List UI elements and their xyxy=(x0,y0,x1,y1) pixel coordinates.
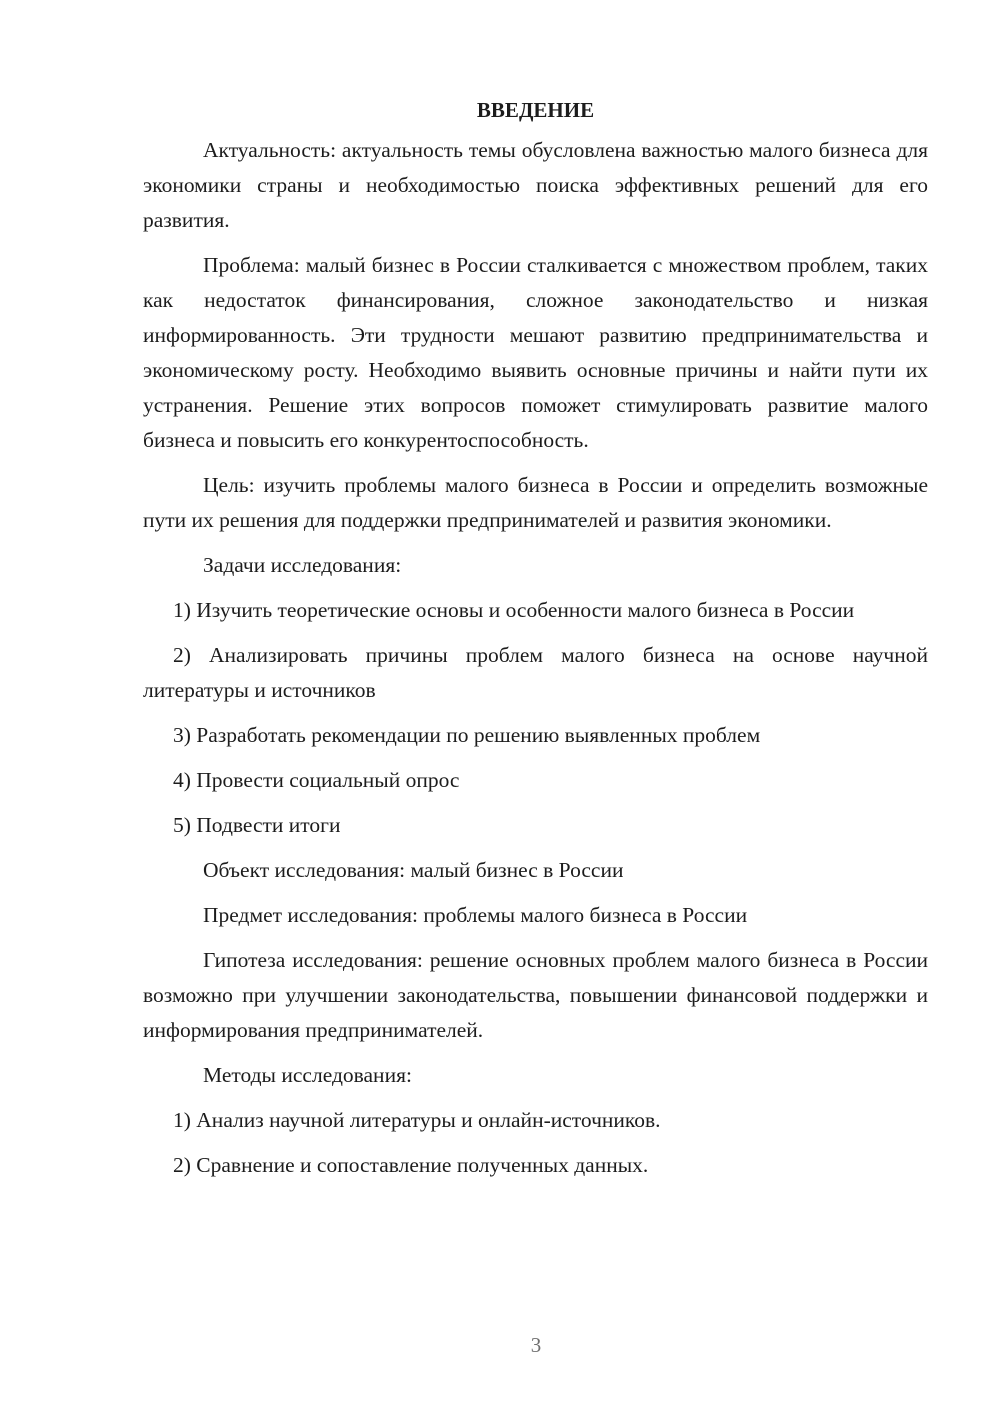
page-number: 3 xyxy=(530,1333,542,1357)
document-page xyxy=(143,92,928,1183)
page-title: ВВЕДЕНИЕ xyxy=(476,98,595,122)
tasks-title: Задачи исследования: xyxy=(203,553,402,577)
task-item: 1) Изучить теоретические основы и особенности малого бизнеса в России xyxy=(173,598,855,622)
goal-paragraph: Цель: изучить проблемы малого бизнеса в России и определить возможные пути их решения для поддержки предпринимателей и развития экономики. xyxy=(143,473,928,532)
task-item: 5) Подвести итоги xyxy=(173,813,341,837)
method-item: 2) Сравнение и сопоставление полученных данных. xyxy=(173,1153,649,1177)
task-item: 4) Провести социальный опрос xyxy=(173,768,460,792)
task-item: 2) Анализировать причины проблем малого бизнеса на основе научной литературы и источников xyxy=(143,643,928,702)
research-hypothesis: Гипотеза исследования: решение основных проблем малого бизнеса в России возможно при улучшении законодательства, повышении финансовой поддержки и информирования предпринимателей. xyxy=(143,948,928,1042)
methods-title: Методы исследования: xyxy=(203,1063,412,1087)
problem-paragraph: Проблема: малый бизнес в России сталкивается с множеством проблем, таких как недостаток финансирования, сложное законодательство и низкая информированность. Эти трудности мешают развитию предпринимательства и экономическому росту. Необходимо выявить основные причины и найти пути их устранения. Решение этих вопросов поможет стимулировать развитие малого бизнеса и повысить его конкурентоспособность. xyxy=(143,253,928,452)
task-item: 3) Разработать рекомендации по решению выявленных проблем xyxy=(173,723,761,747)
research-subject: Предмет исследования: проблемы малого бизнеса в России xyxy=(203,903,748,927)
method-item: 1) Анализ научной литературы и онлайн-источников. xyxy=(173,1108,661,1132)
relevance-paragraph: Актуальность: актуальность темы обусловлена важностью малого бизнеса для экономики страны и необходимостью поиска эффективных решений для его развития. xyxy=(143,138,928,232)
research-object: Объект исследования: малый бизнес в России xyxy=(203,858,624,882)
